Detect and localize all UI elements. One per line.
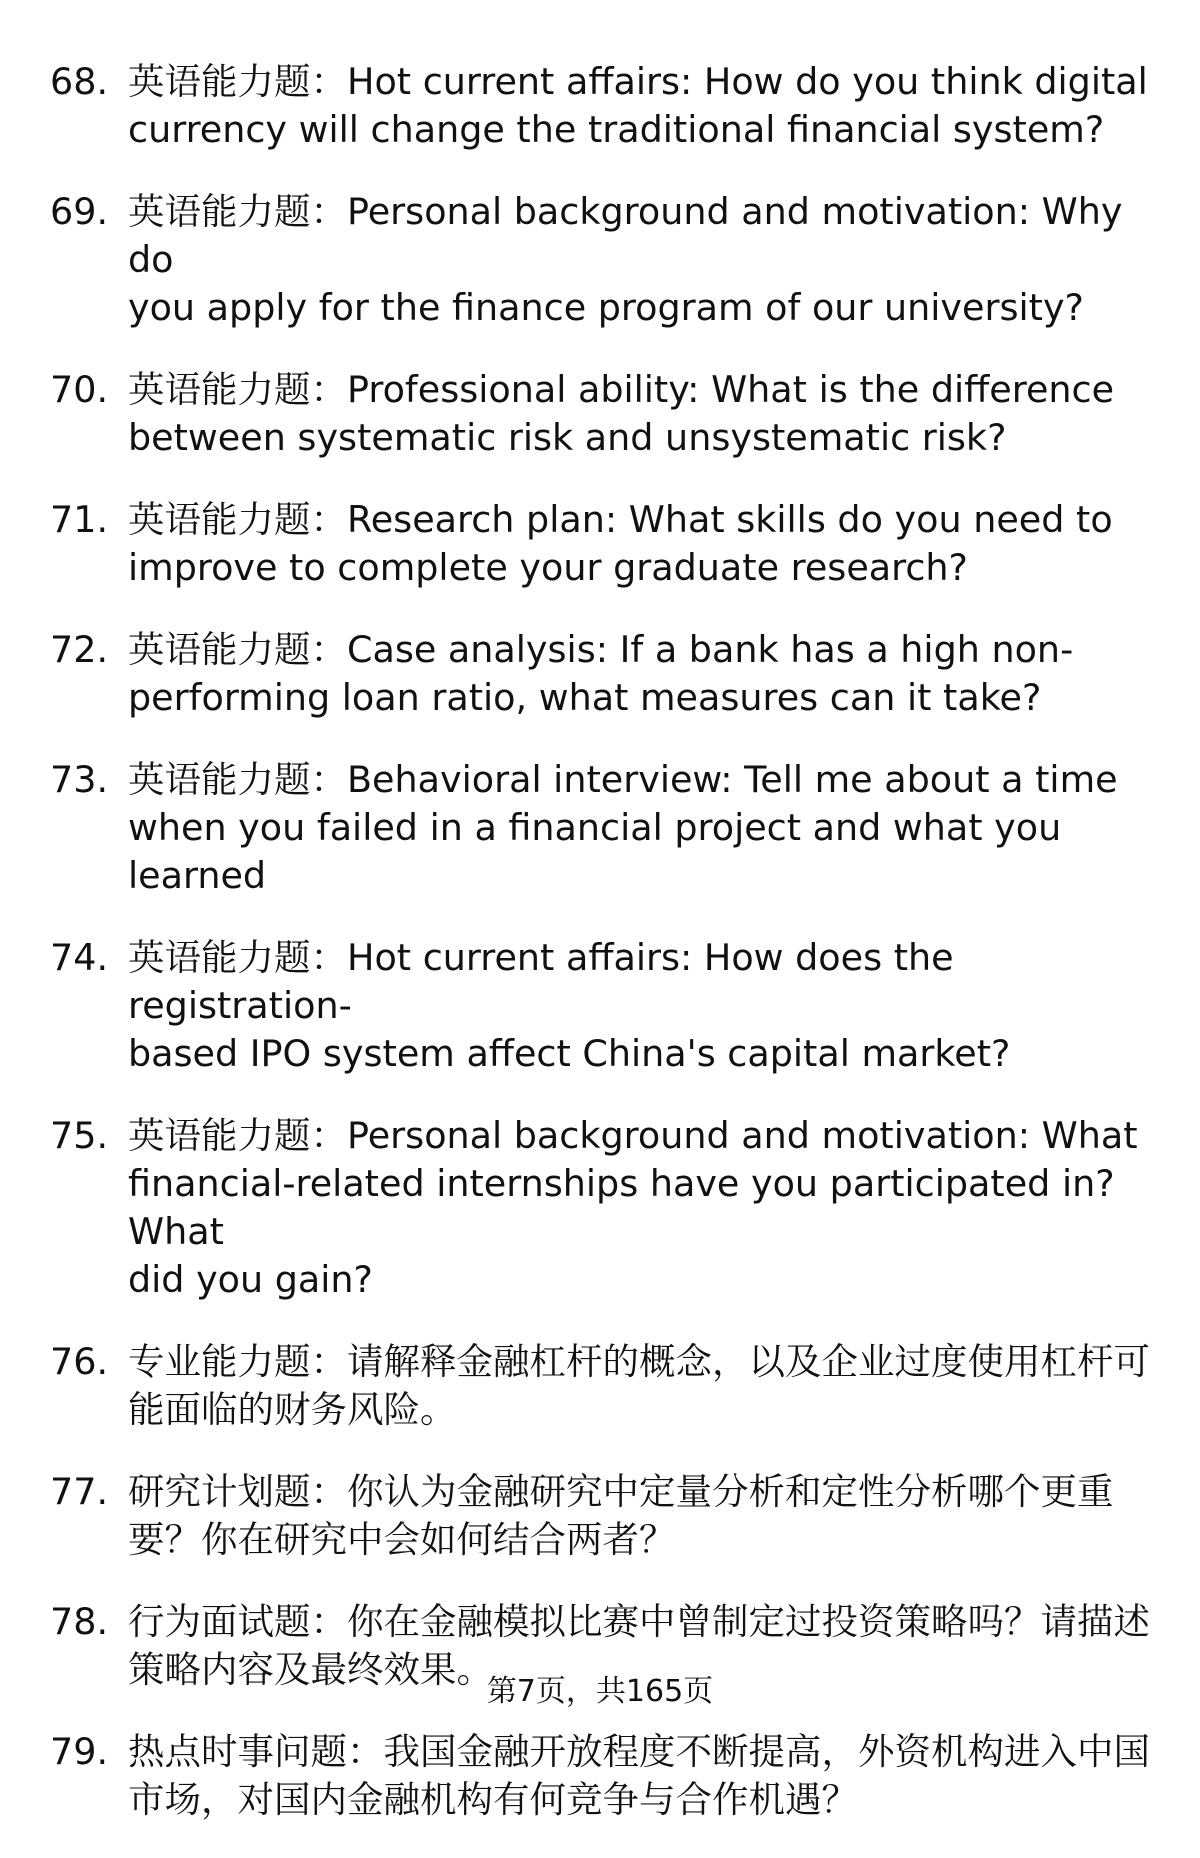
question-text: 英语能力题：Research plan: What skills do you need to improve to complete your graduate research? bbox=[128, 498, 1113, 589]
question-text: 英语能力题：Case analysis: If a bank has a high non- performing loan ratio, what measures can it take? bbox=[128, 628, 1074, 719]
question-item bbox=[50, 1468, 1160, 1564]
question-number: 71. bbox=[50, 498, 109, 541]
question-text: 专业能力题：请解释金融杠杆的概念，以及企业过度使用杠杆可 能面临的财务风险。 bbox=[128, 1340, 1150, 1431]
question-item bbox=[50, 188, 1160, 332]
question-text: 英语能力题：Personal background and motivation: Why do you apply for the finance program of our university? bbox=[128, 190, 1123, 329]
question-item bbox=[50, 1338, 1160, 1434]
question-text: 英语能力题：Personal background and motivation: What financial-related internships have you participated in? What did you gain? bbox=[128, 1114, 1138, 1301]
question-text: 英语能力题：Professional ability: What is the difference between systematic risk and unsystematic risk? bbox=[128, 368, 1115, 459]
question-item bbox=[50, 934, 1160, 1078]
question-text: 热点时事问题：我国金融开放程度不断提高，外资机构进入中国 市场，对国内金融机构有何竞争与合作机遇？ bbox=[128, 1730, 1150, 1821]
question-item bbox=[50, 756, 1160, 900]
question-number: 77. bbox=[50, 1470, 109, 1513]
question-item bbox=[50, 626, 1160, 722]
question-list bbox=[50, 58, 1160, 1858]
question-text: 英语能力题：Behavioral interview: Tell me about a time when you failed in a financial project and what you learned bbox=[128, 758, 1118, 897]
question-item bbox=[50, 366, 1160, 462]
question-number: 69. bbox=[50, 190, 109, 233]
question-item bbox=[50, 58, 1160, 154]
question-number: 78. bbox=[50, 1600, 109, 1643]
question-item bbox=[50, 496, 1160, 592]
question-number: 72. bbox=[50, 628, 109, 671]
question-number: 75. bbox=[50, 1114, 109, 1157]
question-number: 70. bbox=[50, 368, 109, 411]
question-text: 研究计划题：你认为金融研究中定量分析和定性分析哪个更重 要？你在研究中会如何结合两者？ bbox=[128, 1470, 1114, 1561]
question-number: 74. bbox=[50, 936, 109, 979]
page-number-footer: 第7页，共165页 bbox=[486, 1674, 714, 1709]
question-number: 73. bbox=[50, 758, 109, 801]
question-item bbox=[50, 1728, 1160, 1824]
question-item bbox=[50, 1112, 1160, 1304]
question-number: 68. bbox=[50, 60, 109, 103]
question-number: 79. bbox=[50, 1730, 109, 1773]
question-text: 行为面试题：你在金融模拟比赛中曾制定过投资策略吗？请描述 策略内容及最终效果。 bbox=[128, 1600, 1150, 1691]
question-number: 76. bbox=[50, 1340, 109, 1383]
question-text: 英语能力题：Hot current affairs: How does the registration- based IPO system affect China's capital market? bbox=[128, 936, 1011, 1075]
question-text: 英语能力题：Hot current affairs: How do you think digital currency will change the traditional financial system? bbox=[128, 60, 1148, 151]
